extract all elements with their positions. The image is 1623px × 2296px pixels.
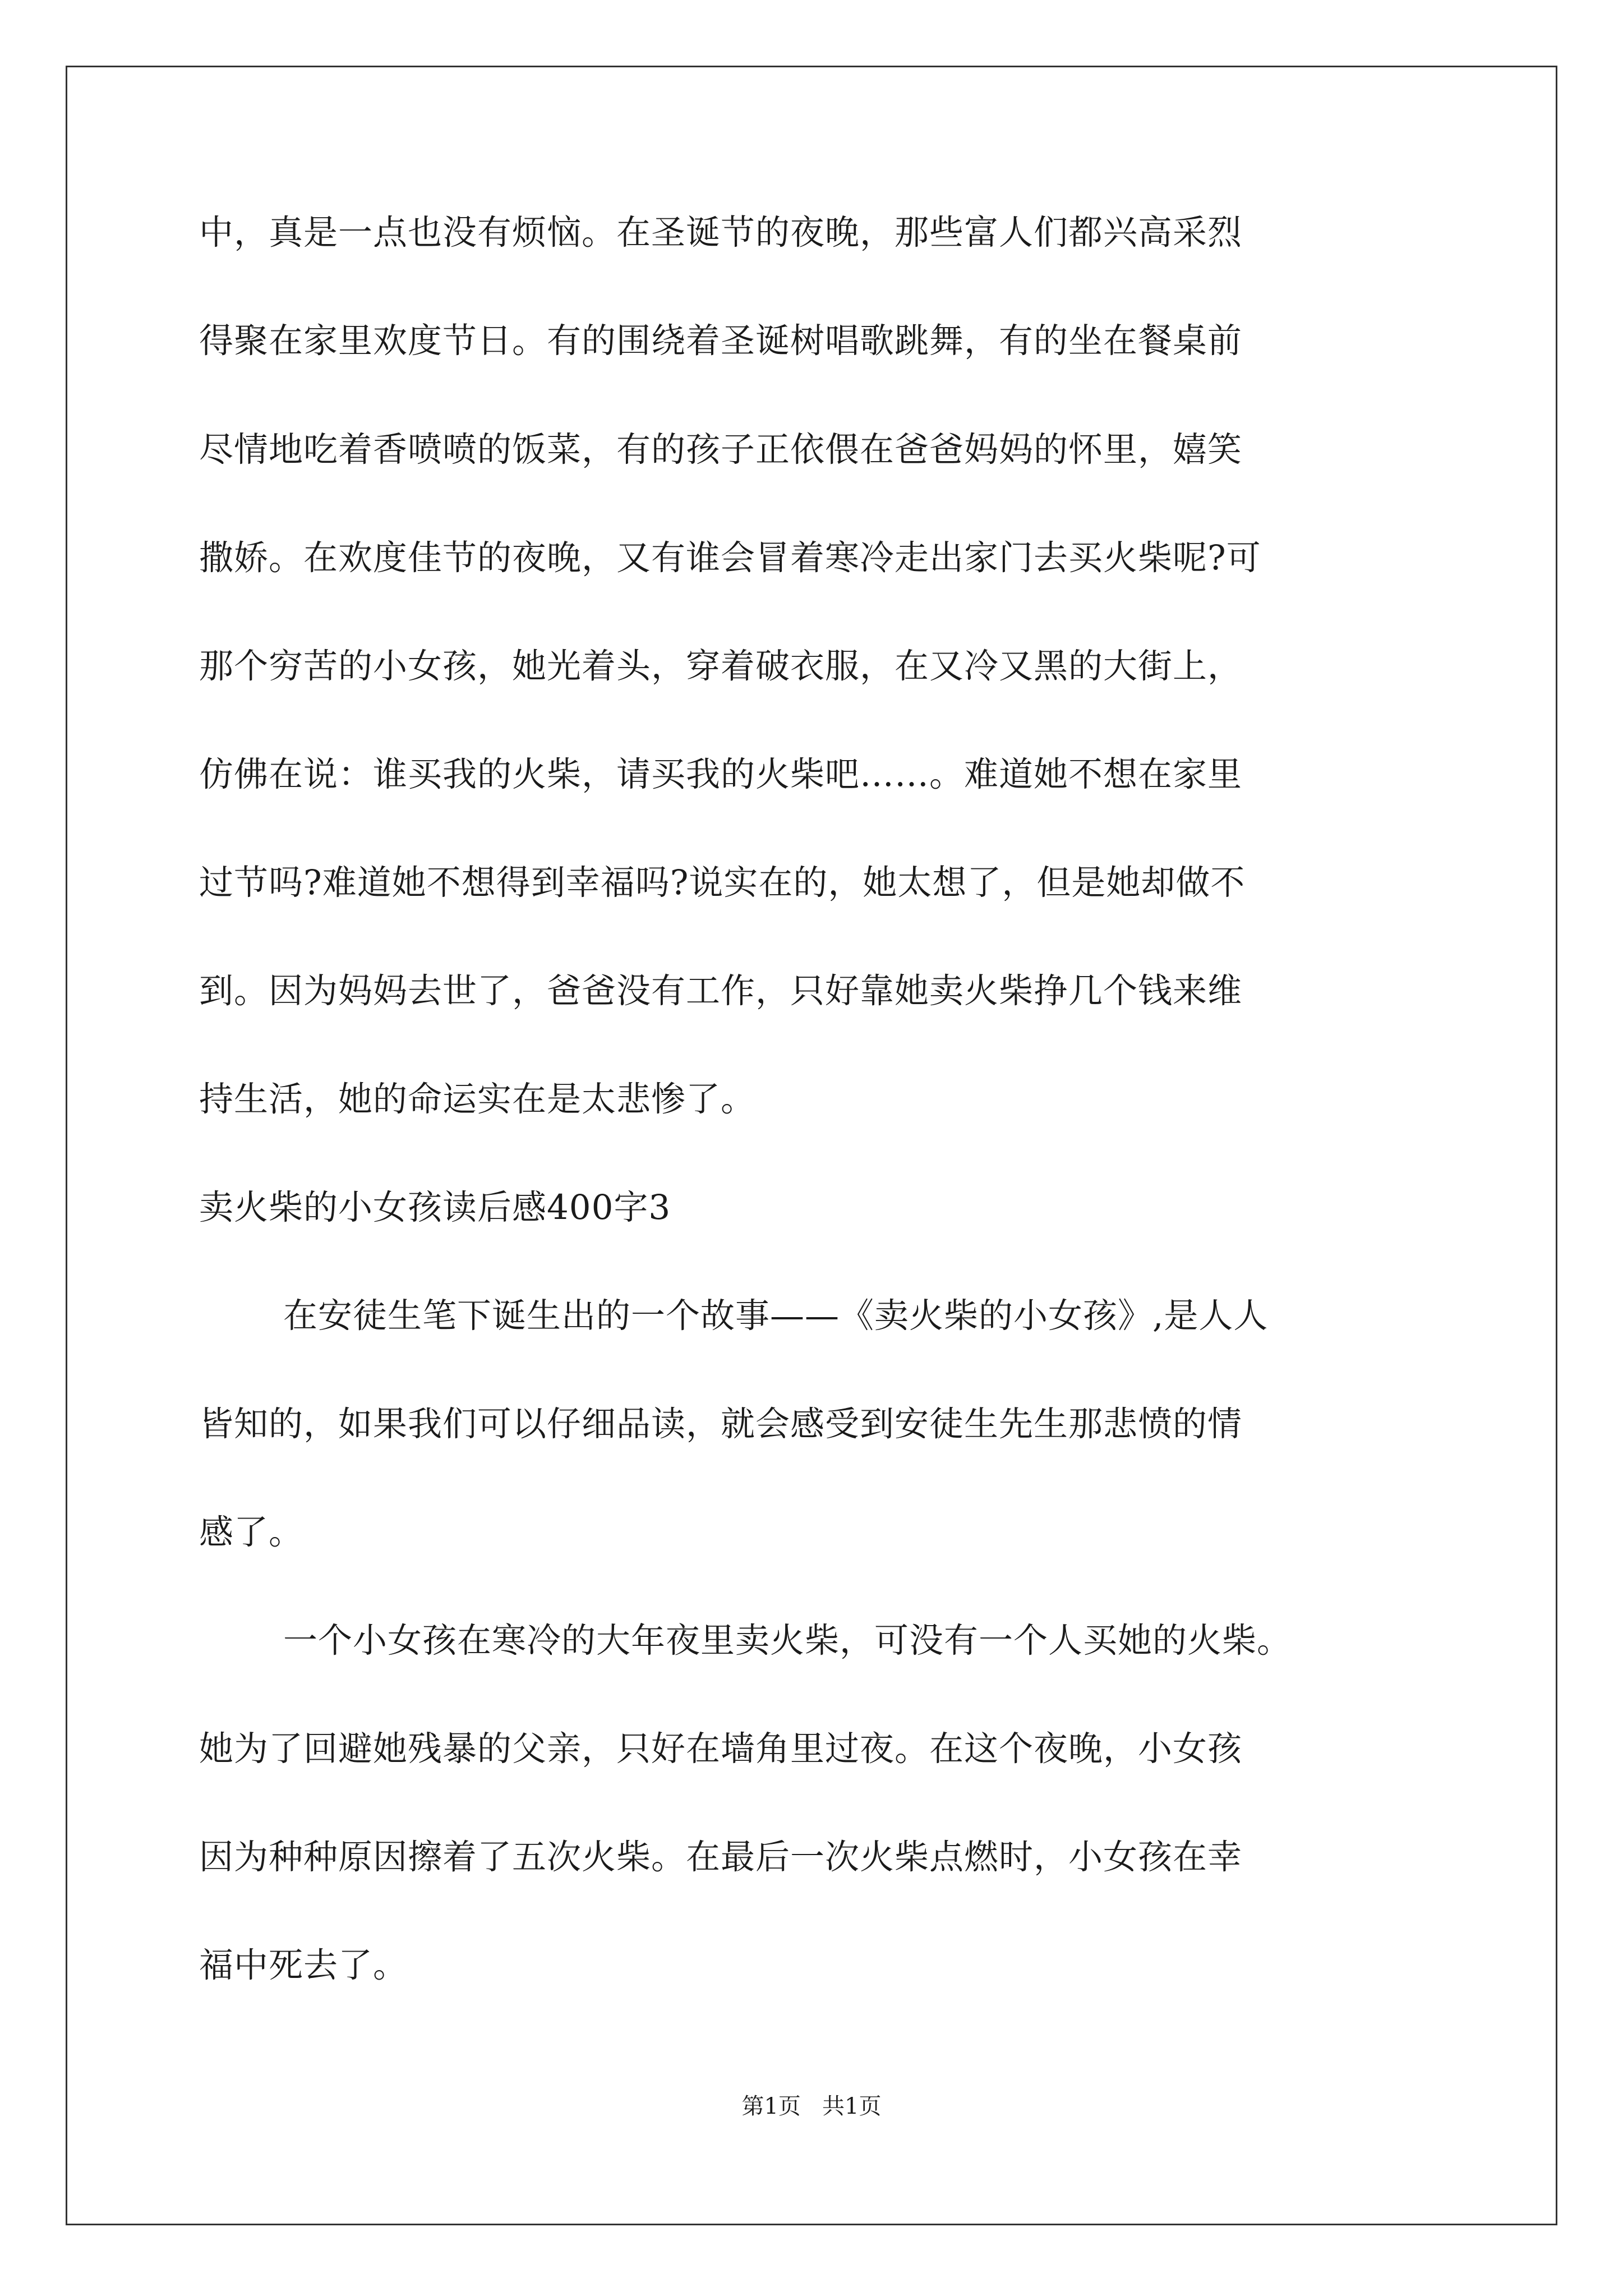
page-border <box>66 66 1557 2225</box>
text-line: 在安徒生笔下诞生出的一个故事——《卖火柴的小女孩》,是人人 <box>283 1296 1269 1336</box>
text-line: 持生活，她的命运实在是太悲惨了。 <box>199 1079 756 1119</box>
text-line: 皆知的，如果我们可以仔细品读，就会感受到安徒生先生那悲愤的情 <box>199 1404 1243 1444</box>
text-line: 感了。 <box>199 1512 304 1552</box>
text-line: 她为了回避她残暴的父亲，只好在墙角里过夜。在这个夜晚，小女孩 <box>199 1729 1243 1769</box>
text-line: 中，真是一点也没有烦恼。在圣诞节的夜晚，那些富人们都兴高采烈 <box>199 213 1243 252</box>
text-line: 得聚在家里欢度节日。有的围绕着圣诞树唱歌跳舞，有的坐在餐桌前 <box>199 321 1243 361</box>
text-line: 因为种种原因擦着了五次火柴。在最后一次火柴点燃时，小女孩在幸 <box>199 1837 1243 1877</box>
text-line: 一个小女孩在寒冷的大年夜里卖火柴，可没有一个人买她的火柴。 <box>283 1621 1292 1660</box>
text-line: 到。因为妈妈去世了，爸爸没有工作，只好靠她卖火柴挣几个钱来维 <box>199 971 1243 1011</box>
text-line: 福中死去了。 <box>199 1945 408 1985</box>
section-heading: 卖火柴的小女孩读后感400字3 <box>199 1188 671 1227</box>
text-line: 那个穷苦的小女孩，她光着头，穿着破衣服，在又冷又黑的大街上， <box>199 646 1243 686</box>
text-line: 过节吗?难道她不想得到幸福吗?说实在的，她太想了，但是她却做不 <box>199 863 1246 903</box>
text-line: 仿佛在说：谁买我的火柴，请买我的火柴吧……。难道她不想在家里 <box>199 754 1243 794</box>
page-footer: 第1页 共1页 <box>741 2093 882 2119</box>
text-line: 尽情地吃着香喷喷的饭菜，有的孩子正依偎在爸爸妈妈的怀里，嬉笑 <box>199 430 1243 470</box>
text-line: 撒娇。在欢度佳节的夜晚，又有谁会冒着寒冷走出家门去买火柴呢?可 <box>199 538 1261 578</box>
